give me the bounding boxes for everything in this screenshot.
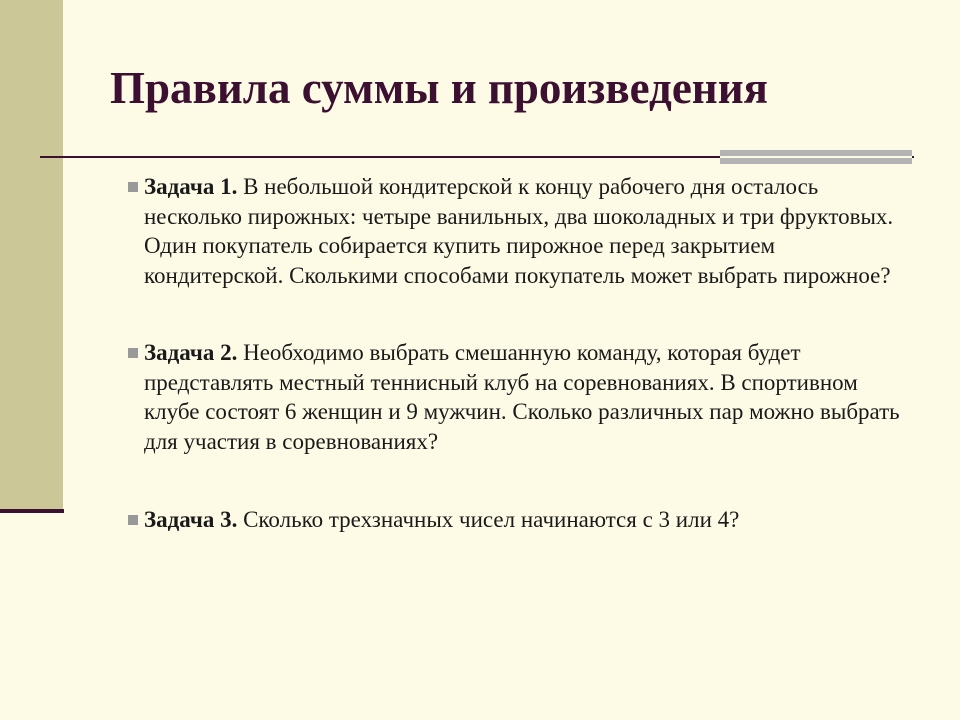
task-label: Задача 1. xyxy=(144,174,238,199)
slide-title: Правила суммы и произведения xyxy=(110,63,768,113)
square-bullet-icon xyxy=(128,515,138,525)
task-list xyxy=(132,172,912,535)
task-text: В небольшой кондитерской к концу рабочего дня осталось несколько пирожных: четыре ванильных, два шоколадных и три фруктовых. Один покупатель собирается купить пирожное перед закрытием кондитерской. Сколькими способами покупатель может выбрать пирожное? xyxy=(144,174,894,288)
task-text: Необходимо выбрать смешанную команду, которая будет представлять местный теннисный клуб на соревнованиях. В спортивном клубе состоят 6 женщин и 9 мужчин. Сколько различных пар можно выбрать для участия в соревнованиях? xyxy=(144,340,900,454)
title-accent-gap xyxy=(720,156,912,158)
task-text: Сколько трехзначных чисел начинаются с 3 или 4? xyxy=(237,507,740,532)
square-bullet-icon xyxy=(128,182,138,192)
sidebar-edge-line xyxy=(0,509,64,513)
square-bullet-icon xyxy=(128,348,138,358)
sidebar-decoration xyxy=(0,0,63,512)
task-item-3 xyxy=(132,505,912,535)
task-item-2 xyxy=(132,338,912,456)
task-label: Задача 3. xyxy=(144,507,238,532)
task-label: Задача 2. xyxy=(144,340,238,365)
task-item-1 xyxy=(132,172,912,290)
